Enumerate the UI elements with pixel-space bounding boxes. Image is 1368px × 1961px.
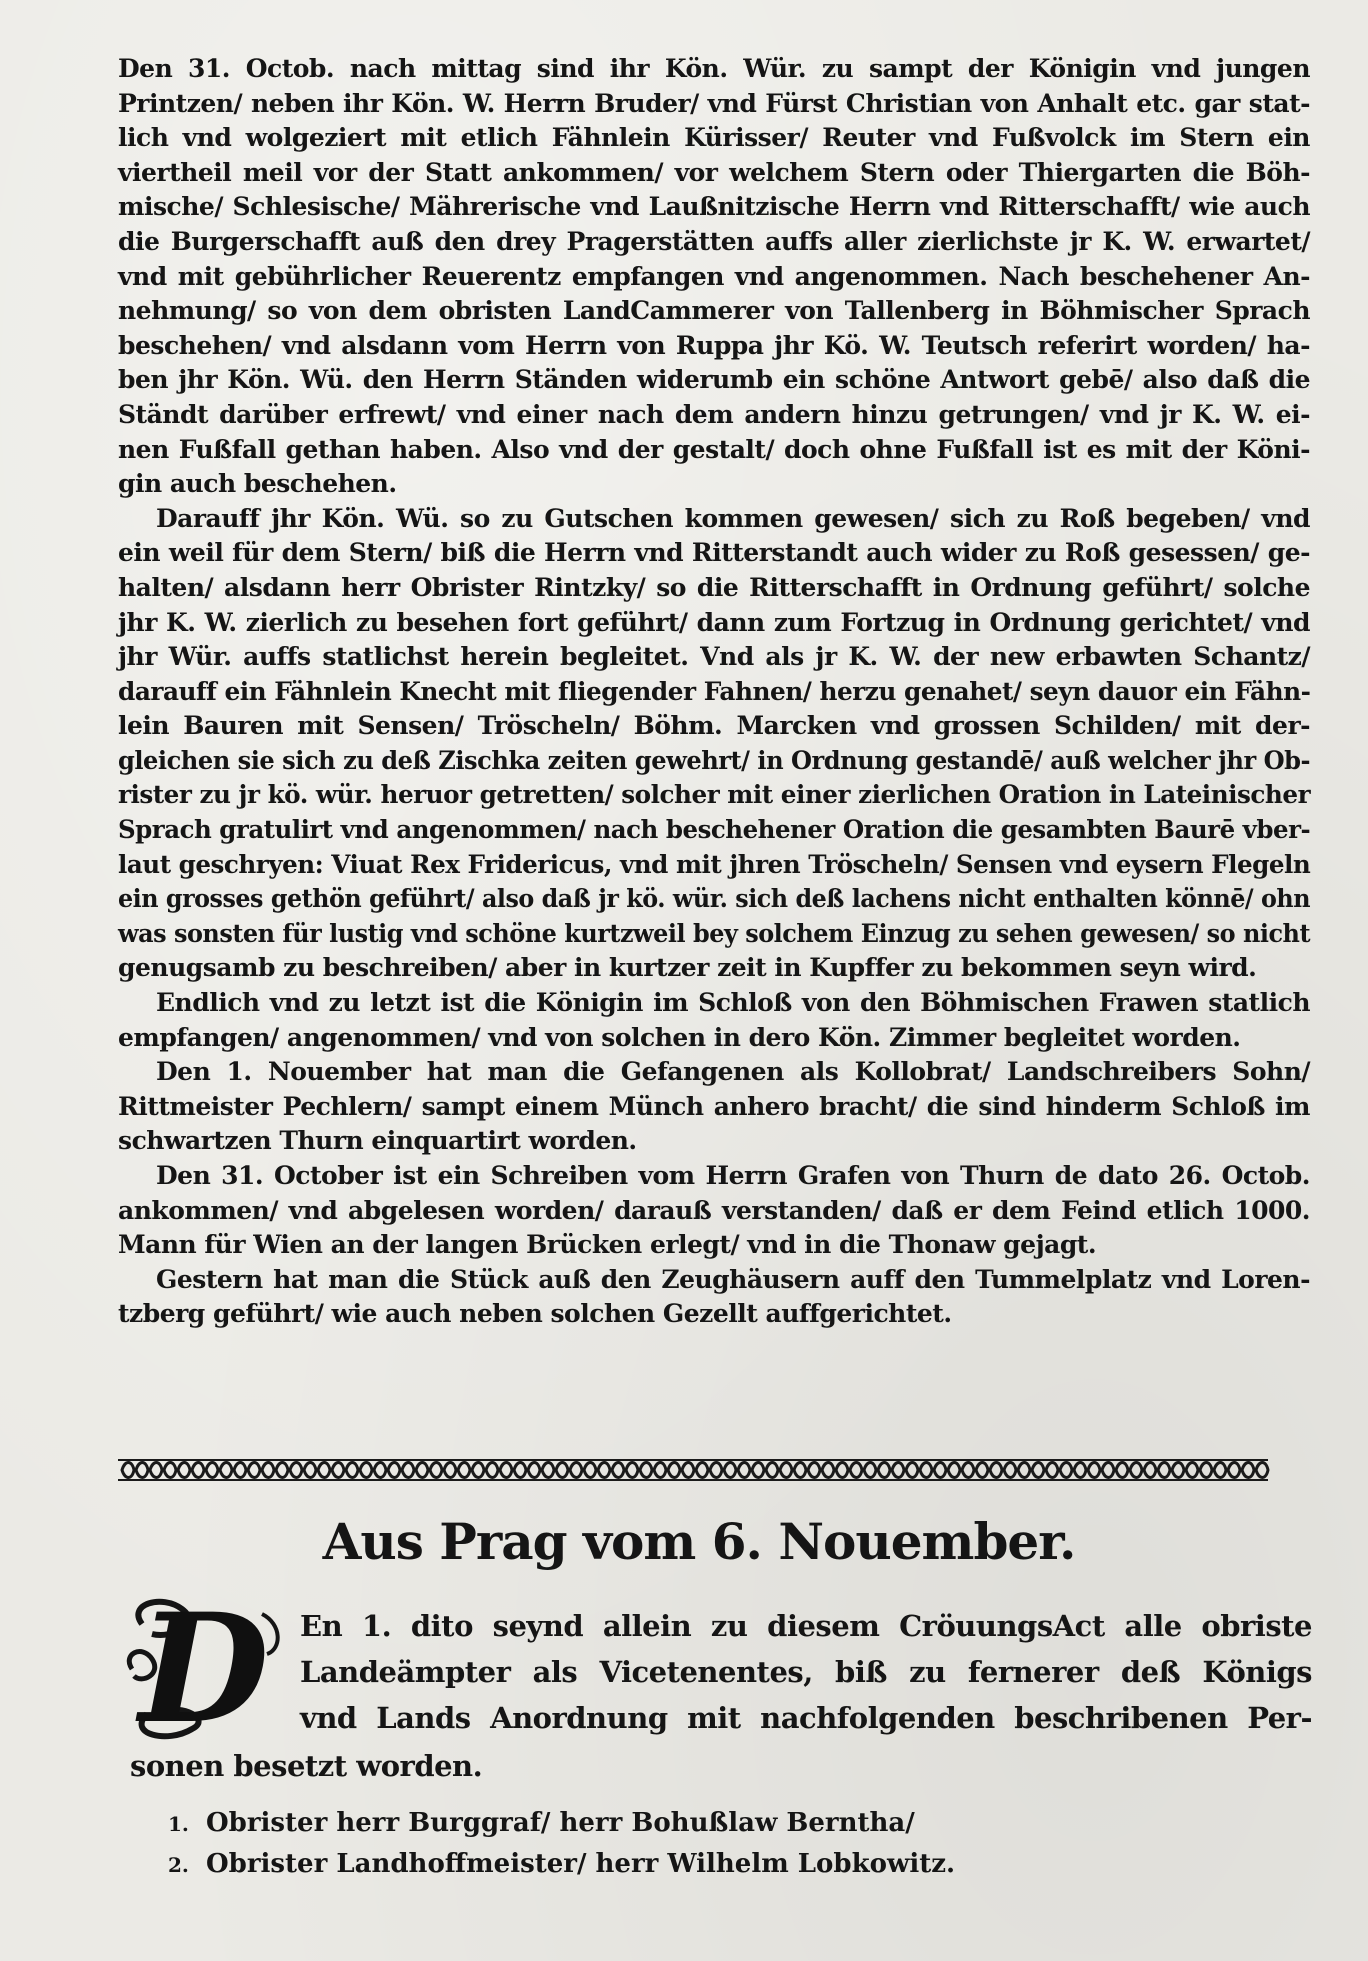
text-line: empfangen/ angenommen/ vnd von solchen in dero Kön. Zimmer begleitet worden. (118, 1022, 1241, 1052)
ornamental-divider (118, 1457, 1310, 1483)
text-line: vnd mit gebührlicher Reuerentz empfangen vnd angenommen. Nach beschehener An- (118, 261, 1310, 291)
main-text-body (118, 52, 1310, 1332)
text-line: die Burgerschafft auß den drey Pragerstätten auffs aller zierlichste jr K. W. erwartet/ (118, 226, 1310, 256)
office-item (168, 1803, 1068, 1844)
text-line: nehmung/ so von dem obristen LandCammerer von Tallenberg in Böhmischer Sprach (118, 296, 1310, 326)
text-line: Printzen/ neben ihr Kön. W. Herrn Bruder/ vnd Fürst Christian von Anhalt etc. gar stat- (118, 88, 1310, 118)
text-line: Sprach gratulirt vnd angenommen/ nach beschehener Oration die gesambten Baurē vber- (118, 815, 1311, 845)
text-line: Den 31. Octob. nach mittag sind ihr Kön. Wür. zu sampt der Königin vnd jungen (118, 54, 1310, 83)
text-line: sonen besetzt worden. (130, 1749, 483, 1783)
text-line: darauff ein Fähnlein Knecht mit fliegender Fahnen/ herzu genahet/ seyn dauor ein Fähn- (118, 676, 1311, 706)
text-line: tzberg geführt/ wie auch neben solchen Gezellt auffgerichtet. (118, 1299, 952, 1329)
text-line: Den 1. Nouember hat man die Gefangenen als Kollobrat/ Landschreibers Sohn/ (156, 1057, 1310, 1087)
office-list (168, 1803, 1068, 1885)
office-text: Obrister Landhoffmeister/ herr Wilhelm Lobkowitz. (206, 1849, 956, 1879)
text-line: halten/ alsdann herr Obrister Rintzky/ so die Ritterschafft in Ordnung geführt/ solche (118, 572, 1310, 602)
text-line: vnd Lands Anordnung mit nachfolgenden beschribenen Per- (300, 1701, 1312, 1735)
text-line: Darauff jhr Kön. Wü. so zu Gutschen kommen gewesen/ sich zu Roß begeben/ vnd (156, 503, 1310, 533)
text-line: Landeämpter als Vicetenentes, biß zu fernerer deß Königs (300, 1655, 1312, 1689)
text-line: En 1. dito seynd allein zu diesem CröuungsAct alle obriste (300, 1609, 1312, 1643)
decorated-initial (122, 1581, 286, 1757)
section-intro (300, 1603, 1312, 1741)
text-line: was sonsten für lustig vnd schöne kurtzweil bey solchem Einzug zu sehen gewesen/ so nicht (118, 918, 1311, 948)
text-line: ben jhr Kön. Wü. den Herrn Ständen widerumb ein schöne Antwort gebē/ also daß die (118, 365, 1310, 395)
text-line: jhr K. W. zierlich zu besehen fort geführt/ dann zum Fortzug in Ordnung gerichtet/ vnd (118, 607, 1310, 637)
text-line: lich vnd wolgeziert mit etlich Fähnlein Kürisser/ Reuter vnd Fußvolck im Stern ein (118, 123, 1310, 153)
text-line: ankommen/ vnd abgelesen worden/ darauß verstanden/ daß er dem Feind etlich 1000. (118, 1195, 1310, 1225)
text-line: rister zu jr kö. wür. heruor getretten/ solcher mit einer zierlichen Oration in Lateinischer (118, 780, 1311, 810)
text-line: genugsamb zu beschreiben/ aber in kurtzer zeit in Kupffer zu bekommen seyn wird. (118, 953, 1257, 983)
text-line: nen Fußfall gethan haben. Also vnd der gestalt/ doch ohne Fußfall ist es mit der Köni- (118, 434, 1310, 464)
text-line: lein Bauren mit Sensen/ Tröscheln/ Böhm. Marcken vnd grossen Schilden/ mit der- (118, 711, 1310, 741)
text-line: Rittmeister Pechlern/ sampt einem Münch anhero bracht/ die sind hinderm Schloß im (118, 1091, 1310, 1121)
text-line: gleichen sie sich zu deß Zischka zeiten gewehrt/ in Ordnung gestandē/ auß welcher jhr Ob- (118, 745, 1311, 775)
text-line: jhr Wür. auffs statlichst herein begleitet. Vnd als jr K. W. der new erbawten Schantz/ (118, 642, 1310, 672)
section-intro-last-line (130, 1743, 730, 1789)
text-line: beschehen/ vnd alsdann vom Herrn von Ruppa jhr Kö. W. Teutsch referirt worden/ ha- (118, 330, 1310, 360)
section-heading: Aus Prag vom 6. Nouember. (322, 1512, 1076, 1571)
text-line: ein weil für dem Stern/ biß die Herrn vnd Ritterstandt auch wider zu Roß gesessen/ ge- (118, 538, 1310, 568)
office-text: Obrister herr Burggraf/ herr Bohußlaw Berntha/ (206, 1808, 915, 1838)
text-line: schwartzen Thurn einquartirt worden. (118, 1126, 637, 1156)
text-line: Den 31. October ist ein Schreiben vom Herrn Grafen von Thurn de dato 26. Octob. (156, 1161, 1310, 1190)
text-line: gin auch beschehen. (118, 469, 397, 499)
initial-letter: D (138, 1581, 270, 1757)
text-line: laut geschryen: Viuat Rex Fridericus, vnd mit jhren Tröscheln/ Sensen vnd eysern Flegeln (118, 849, 1311, 879)
office-number: 1. (168, 1812, 189, 1836)
text-line: Endlich vnd zu letzt ist die Königin im Schloß von den Böhmischen Frawen statlich (156, 988, 1310, 1018)
text-line: Ständt darüber erfrewt/ vnd einer nach dem andern hinzu getrungen/ vnd jr K. W. ei- (118, 399, 1310, 429)
office-number: 2. (168, 1853, 189, 1877)
text-line: Mann für Wien an der langen Brücken erlegt/ vnd in die Thonaw gejagt. (118, 1230, 1097, 1260)
text-line: Gestern hat man die Stück auß den Zeughäusern auff den Tummelplatz vnd Loren- (156, 1264, 1310, 1294)
text-line: ein grosses gethön geführt/ also daß jr kö. wür. sich deß lachens nicht enthalten könnē/ ohn (118, 884, 1311, 914)
text-line: viertheil meil vor der Statt ankommen/ vor welchem Stern oder Thiergarten die Böh- (118, 157, 1310, 187)
office-item (168, 1844, 1068, 1885)
text-line: mische/ Schlesische/ Mährerische vnd Laußnitzische Herrn vnd Ritterschafft/ wie auch (118, 192, 1310, 222)
